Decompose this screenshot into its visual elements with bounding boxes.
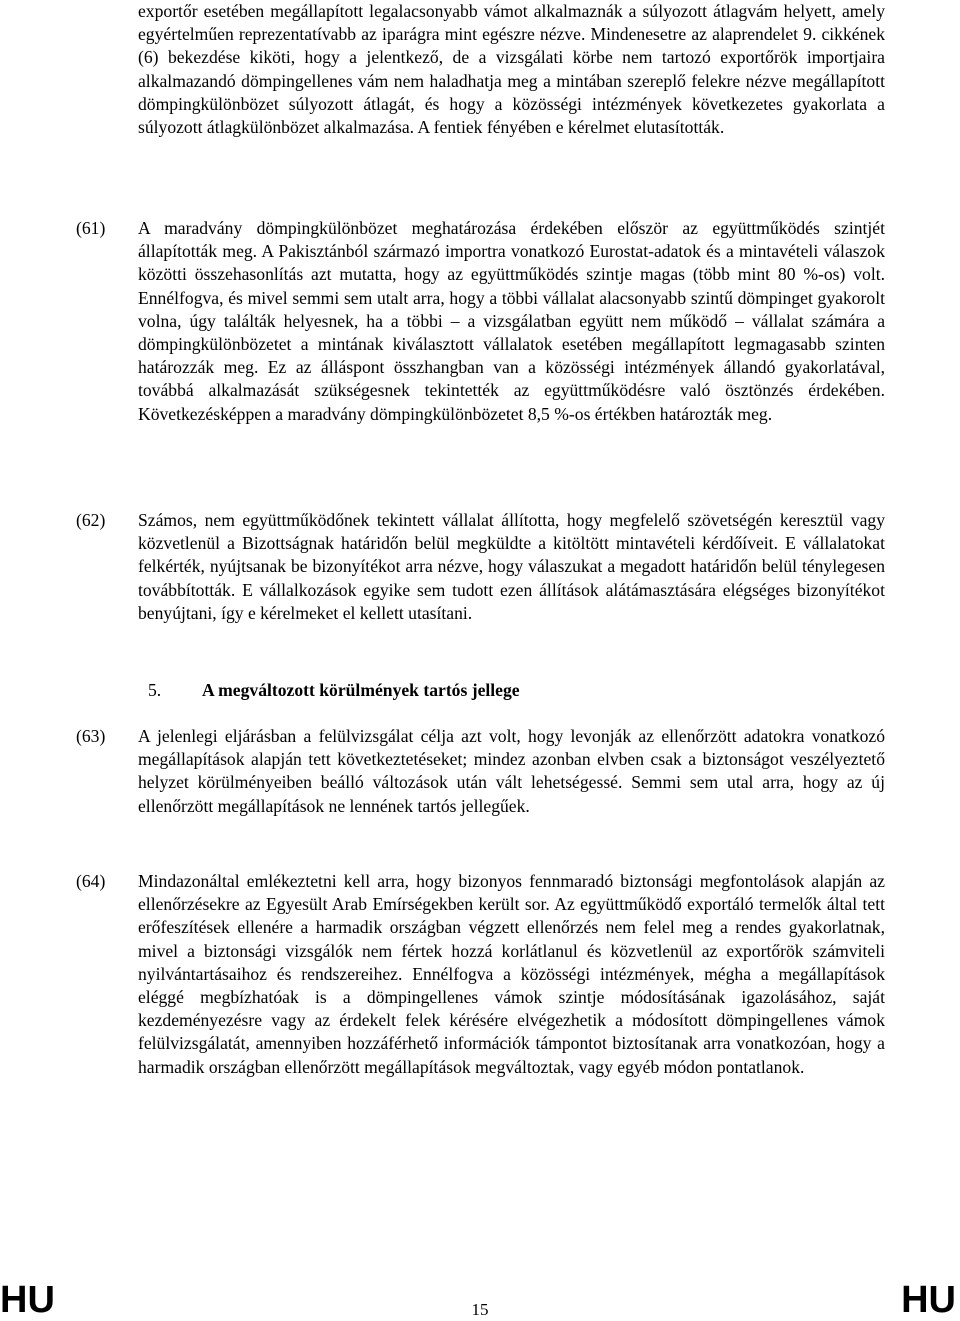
footer-language-right: HU <box>901 1279 956 1321</box>
section-heading-number: 5. <box>148 680 162 700</box>
footer-language-left: HU <box>0 1279 55 1321</box>
paragraph-number-63: (63) <box>76 726 106 746</box>
paragraph-60-continuation: exportőr esetében megállapított legalacsonyabb vámot alkalmaznák a súlyozott átlagvám helyett, amely egyértelműen reprezentatívabb az iparágra mint egészre nézve. Mindenesetre az alaprendelet 9. cikkének (6) bekezdése kiköti, hogy a jelentkező, de a vizsgálati körbe nem tartozó exportőrök importjaira alkalmazandó dömpingellenes vám nem haladhatja meg a mintában szereplő felekre nézve megállapított dömpingkülönbözet súlyozott átlagát, és hogy a közösségi intézmények következetes gyakorlata a súlyozott átlagkülönbözet alkalmazása. A fentiek fényében e kérelmet elutasították. <box>138 1 885 138</box>
paragraph-64: Mindazonáltal emlékeztetni kell arra, hogy bizonyos fennmaradó biztonsági megfontolások alapján az ellenőrzésekre az Egyesült Arab Emírségekben került sor. Az együttműködő exportáló termelők által tett erőfeszítések ellenére a harmadik országban végzett ellenőrzés nem felel meg a rendes gyakorlatnak, mivel a biztonsági vizsgálók nem fértek hozzá korlátlanul és közvetlenül az exportőrök számviteli nyilvántartásaihoz és rendszereihez. Ennélfogva a közösségi intézmények, mégha a megállapítások eléggé megbízhatóak is a dömpingellenes vámok szintje módosításának igazolásához, saját kezdeményezésre vagy az érdekelt felek kérésére elvégezhetik a módosított dömpingellenes vámok felülvizsgálatát, amennyiben hozzáférhető információk támpontot biztosítanak arra vonatkozóan, hogy a harmadik országban ellenőrzött megállapítások megváltoztak, vagy egyéb módon pontatlanok. <box>138 871 885 1077</box>
paragraph-number-64: (64) <box>76 871 106 891</box>
section-heading-title: A megváltozott körülmények tartós jellege <box>202 680 520 700</box>
section-heading <box>148 679 520 702</box>
footer-page-number: 15 <box>471 1300 489 1319</box>
paragraph-62: Számos, nem együttműködőnek tekintett vállalat állította, hogy megfelelő szövetségén keresztül vagy közvetlenül a Bizottságnak határidőn belül megküldte a kitöltött mintavételi kérdőíveit. E vállalatokat felkérték, nyújtsanak be bizonyítékot arra nézve, hogy válaszukat a megadott határidőn belül ténylegesen továbbították. E vállalkozások egyike sem tudott ezen állítások alátámasztására elégséges bizonyítékot benyújtani, így e kérelmeket el kellett utasítani. <box>138 510 885 623</box>
paragraph-63: A jelenlegi eljárásban a felülvizsgálat célja azt volt, hogy levonják az ellenőrzött adatokra vonatkozó megállapítások alapján tett következtetéseket; mindez azonban elvben csak a biztonságot veszélyeztető helyzet körülményeiben beálló változások után vált lehetségessé. Semmi sem utal arra, hogy az új ellenőrzött megállapítások ne lennének tartós jellegűek. <box>138 726 885 816</box>
paragraph-number-62: (62) <box>76 510 106 530</box>
paragraph-61: A maradvány dömpingkülönbözet meghatározása érdekében először az együttműködés szintjét állapították meg. A Pakisztánból származó importra vonatkozó Eurostat-adatok és a mintavételi válaszok közötti összehasonlítás azt mutatta, hogy az együttműködés szintje magas (több mint 80 %-os) volt. Ennélfogva, és mivel semmi sem utalt arra, hogy a többi vállalat alacsonyabb szintű dömpinget gyakorolt volna, úgy találták helyesnek, ha a többi – a vizsgálatban együtt nem működő – vállalat számára a dömpingkülönbözetet a mintának kiválasztott vállalatok esetében megállapított legmagasabb szinten határozzák meg. Ez az álláspont összhangban van a közösségi intézmények állandó gyakorlatával, továbbá alkalmazását szükségesnek tekintették az együttműködésre való ösztönzés érdekében. Következésképpen a maradvány dömpingkülönbözetet 8,5 %-os értékben határozták meg. <box>138 218 885 424</box>
paragraph-number-61: (61) <box>76 218 106 238</box>
